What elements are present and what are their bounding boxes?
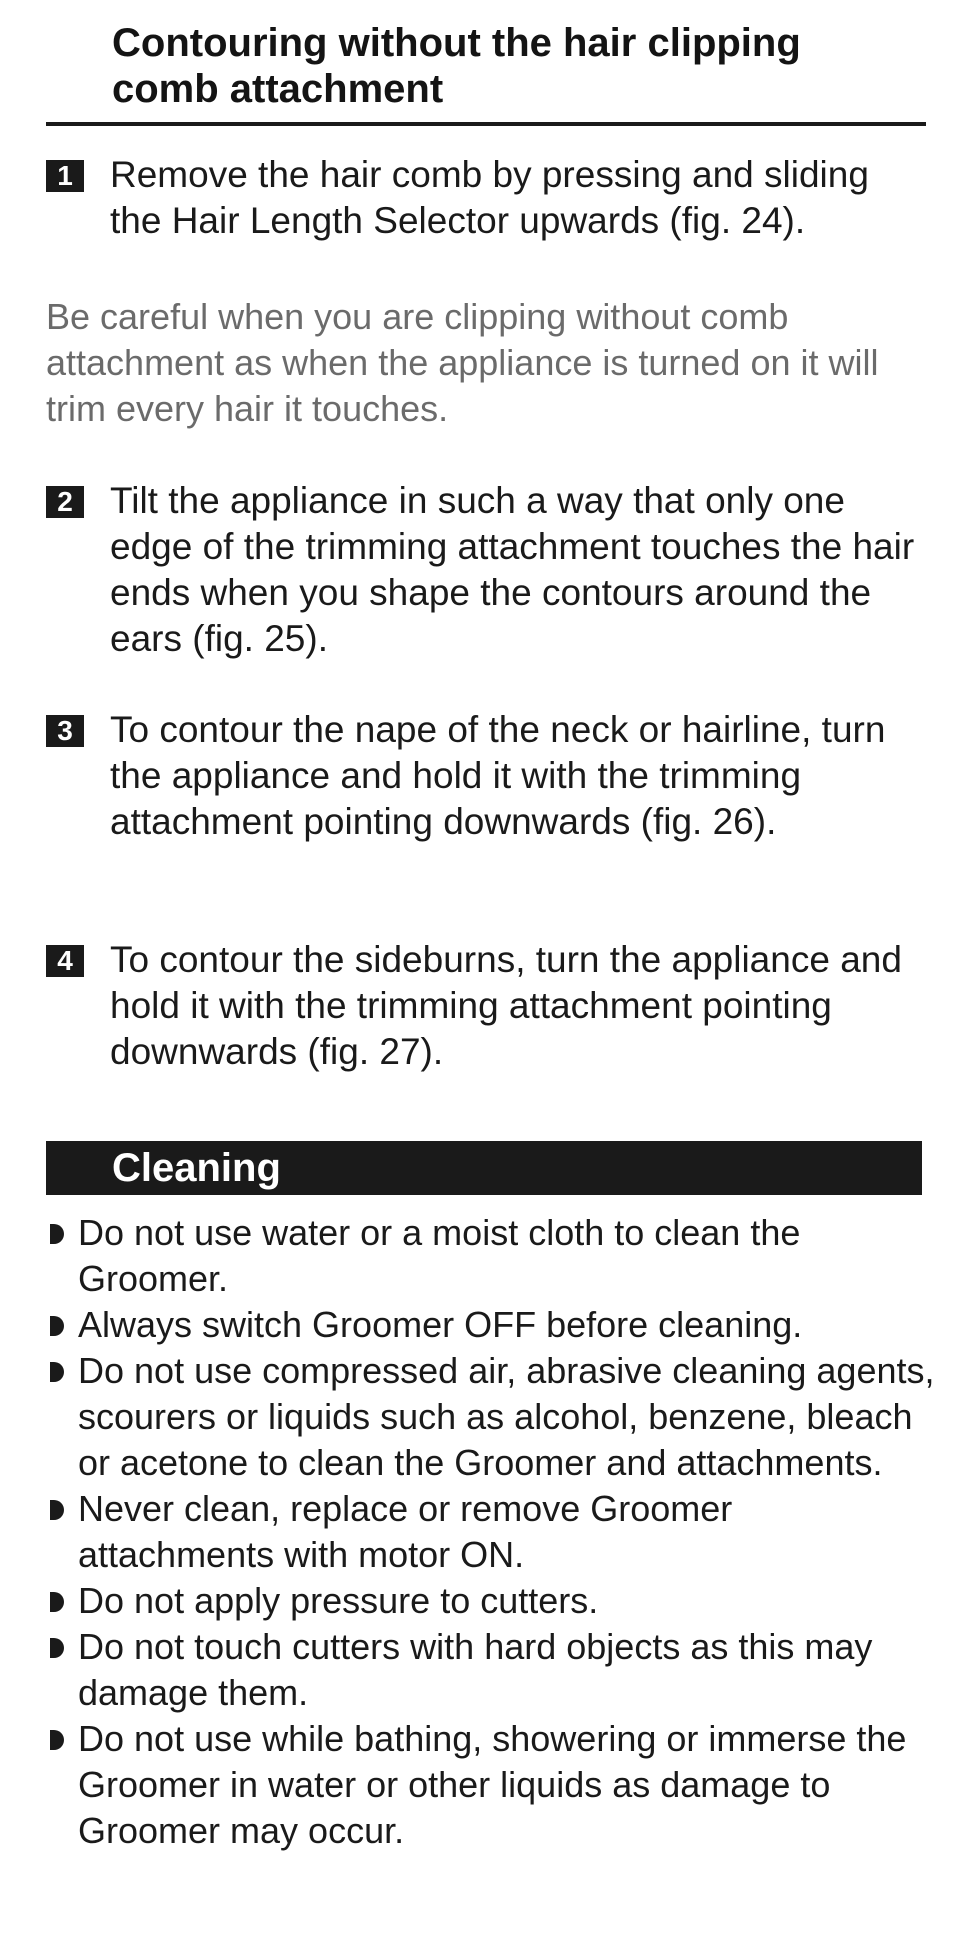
- step-number-badge: 4: [46, 945, 84, 977]
- list-item: [46, 1210, 936, 1302]
- bullet-icon: [50, 1224, 64, 1244]
- bullet-text: Do not touch cutters with hard objects as this may damage them.: [78, 1626, 873, 1713]
- bullet-text: Do not use compressed air, abrasive cleaning agents, scourers or liquids such as alcohol, benzene, bleach or acetone to clean the Groomer and attachments.: [78, 1350, 935, 1483]
- step-text: Remove the hair comb by pressing and sliding the Hair Length Selector upwards (fig. 24).: [110, 154, 869, 241]
- step-number-badge: 2: [46, 486, 84, 518]
- bullet-text: Do not use while bathing, showering or immerse the Groomer in water or other liquids as damage to Groomer may occur.: [78, 1718, 907, 1851]
- bullet-text: Never clean, replace or remove Groomer attachments with motor ON.: [78, 1488, 733, 1575]
- cleaning-heading: Cleaning: [112, 1146, 281, 1190]
- heading-rule: [46, 122, 926, 126]
- bullet-icon: [50, 1592, 64, 1612]
- list-item: [46, 1578, 936, 1624]
- bullet-text: Do not apply pressure to cutters.: [78, 1580, 599, 1621]
- step-1: [46, 152, 926, 244]
- step-2: [46, 478, 926, 662]
- list-item: [46, 1348, 936, 1486]
- cleaning-list: [46, 1210, 936, 1854]
- bullet-icon: [50, 1362, 64, 1382]
- bullet-icon: [50, 1730, 64, 1750]
- list-item: [46, 1486, 936, 1578]
- step-4: [46, 937, 926, 1075]
- step-3: [46, 707, 926, 845]
- step-text: Tilt the appliance in such a way that only one edge of the trimming attachment touches the hair ends when you shape the contours around the ears (fig. 25).: [110, 480, 915, 659]
- bullet-icon: [50, 1638, 64, 1658]
- list-item: [46, 1716, 936, 1854]
- step-text: To contour the sideburns, turn the appliance and hold it with the trimming attachment pointing downwards (fig. 27).: [110, 939, 902, 1072]
- bullet-icon: [50, 1500, 64, 1520]
- step-number-badge: 1: [46, 160, 84, 192]
- bullet-text: Do not use water or a moist cloth to clean the Groomer.: [78, 1212, 801, 1299]
- caution-note: Be careful when you are clipping without comb attachment as when the appliance is turned on it will trim every hair it touches.: [46, 296, 879, 429]
- cleaning-section-bar: [46, 1141, 922, 1195]
- list-item: [46, 1624, 936, 1716]
- list-item: [46, 1302, 936, 1348]
- bullet-text: Always switch Groomer OFF before cleaning.: [78, 1304, 803, 1345]
- step-text: To contour the nape of the neck or hairline, turn the appliance and hold it with the trimming attachment pointing downwards (fig. 26).: [110, 709, 886, 842]
- contouring-heading: Contouring without the hair clipping comb attachment: [112, 21, 801, 111]
- step-number-badge: 3: [46, 715, 84, 747]
- bullet-icon: [50, 1316, 64, 1336]
